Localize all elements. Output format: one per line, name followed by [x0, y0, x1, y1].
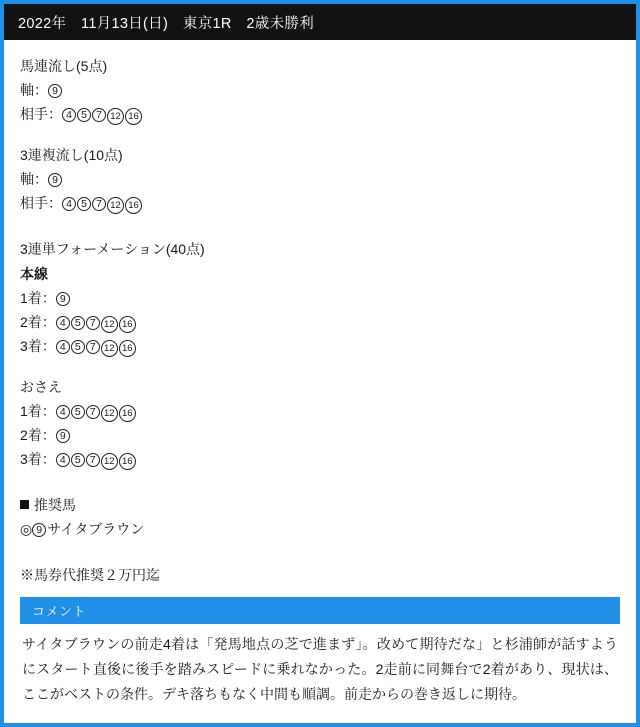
bet-row-0-0: 軸： 9 — [20, 78, 620, 102]
horse-mark: 12 — [101, 316, 118, 333]
horse-mark: 12 — [107, 108, 124, 125]
horse-mark: 9 — [56, 429, 70, 443]
horse-mark: 5 — [71, 453, 85, 467]
horse-mark: 16 — [125, 197, 142, 214]
horse-mark: 12 — [101, 340, 118, 357]
horse-mark: 12 — [101, 453, 118, 470]
spacer — [20, 471, 620, 493]
horse-mark: 12 — [107, 197, 124, 214]
formation-row-1-0: 1着： 4 5 7 12 16 — [20, 399, 620, 423]
horse-mark: 16 — [125, 108, 142, 125]
horse-mark: 7 — [86, 405, 100, 419]
comment-section-bar — [20, 597, 620, 624]
formation-row-0-1: 2着： 4 5 7 12 16 — [20, 310, 620, 334]
bet-heading-0: 馬連流し(5点) — [20, 58, 108, 74]
horse-mark: 4 — [56, 316, 70, 330]
horse-mark: 7 — [86, 340, 100, 354]
formation-group-title-1: おさえ — [20, 378, 62, 395]
horse-mark: 5 — [77, 197, 91, 211]
horse-mark: 16 — [119, 405, 136, 422]
comment-section-label: コメント — [32, 604, 87, 620]
horse-mark: 7 — [86, 453, 100, 467]
formation-heading: 3連単フォーメーション(40点) — [20, 241, 205, 258]
horse-mark: 16 — [119, 453, 136, 470]
horse-mark: 4 — [56, 453, 70, 467]
recommend-horse — [20, 517, 620, 541]
spacer — [20, 541, 620, 563]
race-header — [4, 4, 636, 40]
horse-mark: 4 — [62, 197, 76, 211]
horse-mark: 16 — [119, 340, 136, 357]
spacer — [20, 358, 620, 375]
formation-row-0-2: 3着： 4 5 7 12 16 — [20, 334, 620, 358]
comment-text: サイタブラウンの前走4着は「発馬地点の芝で進まず」。改めて期待だな」と杉浦師が話すようにスタート直後に後手を踏みスピードに乗れなかった。2走前に同舞台で2着があり、現状は、ここがベストの条件。デキ落ちもなく中間も順調。前走からの巻き返しに期待。 — [22, 636, 618, 703]
formation-group-title-0: 本線 — [20, 265, 48, 282]
bet-heading-1: 3連複流し(10点) — [20, 147, 123, 164]
bet-row-0-1: 相手： 4 5 7 12 16 — [20, 102, 620, 126]
horse-mark: 9 — [32, 523, 46, 537]
horse-mark: 12 — [101, 405, 118, 422]
horse-mark: 9 — [56, 292, 70, 306]
spacer — [20, 126, 620, 143]
bet-row-1-1: 相手： 4 5 7 12 16 — [20, 191, 620, 215]
bet-row-1-0: 軸： 9 — [20, 167, 620, 191]
formation-row-0-0: 1着： 9 — [20, 286, 620, 310]
horse-mark: 9 — [48, 84, 62, 98]
double-circle-icon: ◎ — [20, 521, 33, 538]
horse-mark: 5 — [77, 108, 91, 122]
horse-name: サイタブラウン — [47, 521, 145, 538]
content-area — [4, 40, 636, 707]
horse-mark: 7 — [92, 108, 106, 122]
horse-mark: 4 — [62, 108, 76, 122]
document-body — [4, 4, 636, 723]
horse-mark: 5 — [71, 340, 85, 354]
horse-mark: 5 — [71, 316, 85, 330]
horse-mark: 7 — [92, 197, 106, 211]
budget-note: ※馬券代推奨２万円迄 — [20, 567, 160, 584]
horse-mark: 16 — [119, 316, 136, 333]
horse-mark: 4 — [56, 405, 70, 419]
horse-mark: 5 — [71, 405, 85, 419]
spacer — [20, 215, 620, 237]
recommend-heading: 推奨馬 — [20, 493, 620, 517]
horse-mark: 7 — [86, 316, 100, 330]
formation-row-1-1: 2着： 9 — [20, 423, 620, 447]
horse-mark: 4 — [56, 340, 70, 354]
horse-mark: 9 — [48, 173, 62, 187]
formation-row-1-2: 3着： 4 5 7 12 16 — [20, 447, 620, 471]
race-title: 2022年 11月13日(日) 東京1R 2歳未勝利 — [18, 15, 314, 32]
square-bullet-icon — [20, 500, 29, 509]
